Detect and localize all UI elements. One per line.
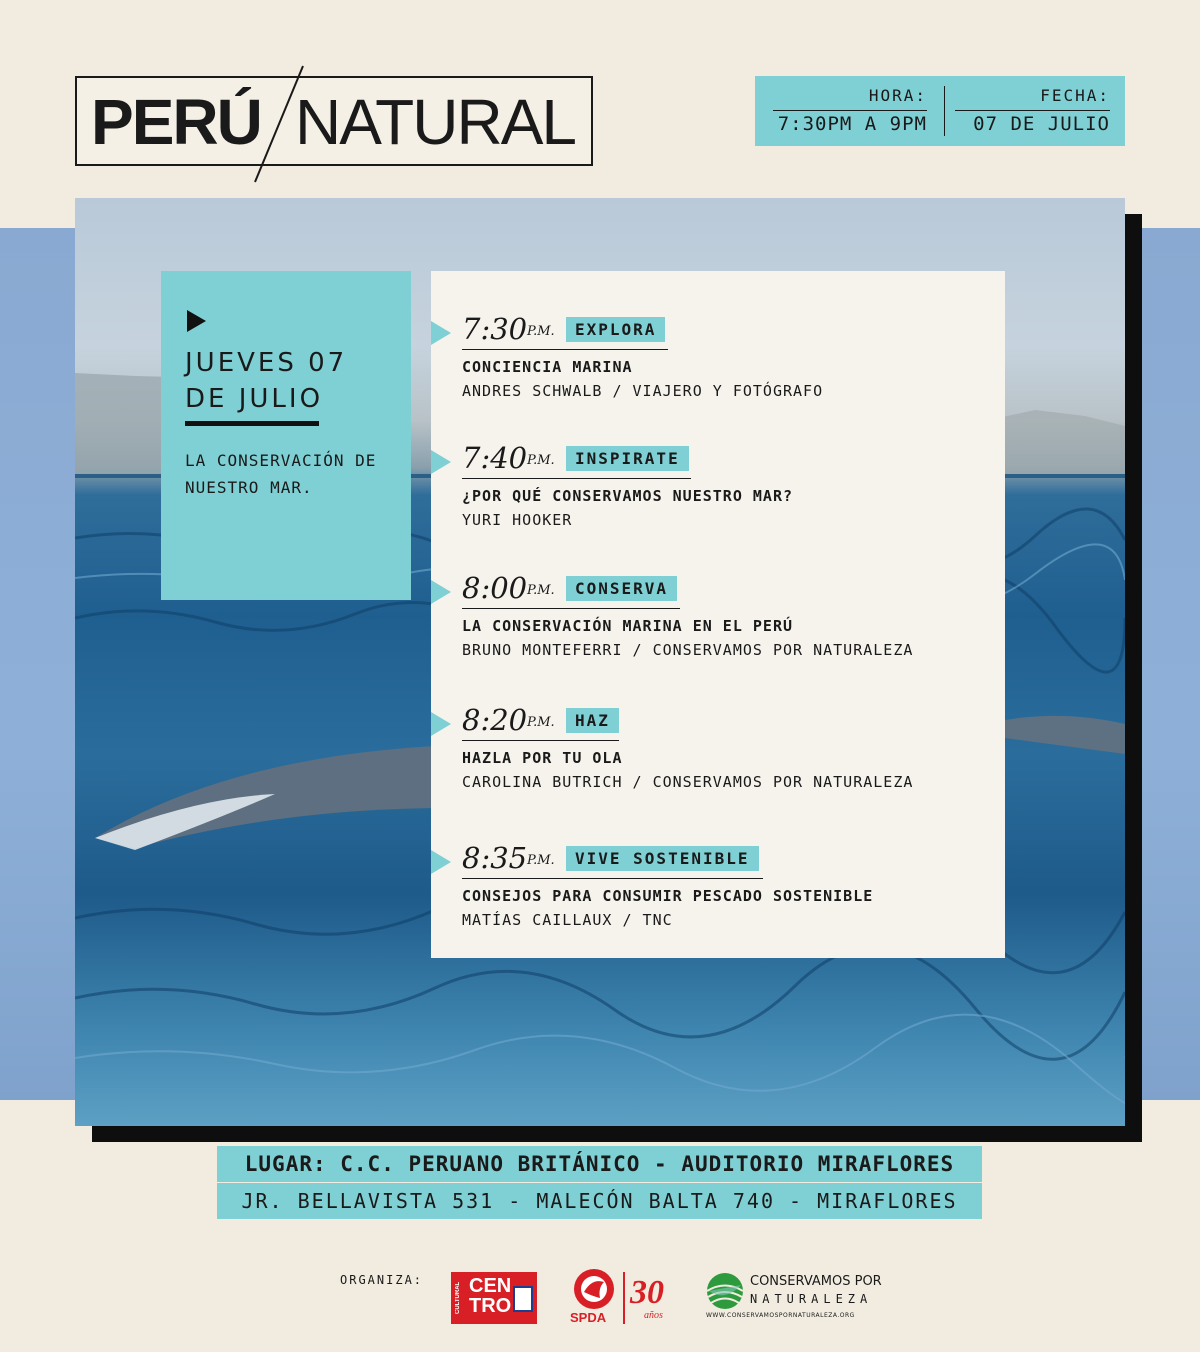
- schedule-underline: [462, 740, 619, 741]
- schedule-time: 8:20: [462, 703, 528, 737]
- venue-address: JR. BELLAVISTA 531 - MALECÓN BALTA 740 - MIRAFLORES: [217, 1183, 982, 1219]
- day-divider-bar: [185, 421, 319, 426]
- conservamos-por-naturaleza-logo: [706, 1270, 882, 1326]
- fecha-value: 07 DE JULIO: [973, 113, 1110, 135]
- schedule-speaker: YURI HOOKER: [462, 511, 573, 529]
- fecha-underline: [955, 110, 1110, 111]
- logo-word-natural: NATURAL: [295, 86, 575, 158]
- centro-cultural-vertical-text: CULTURAL: [455, 1281, 461, 1315]
- schedule-tag: EXPLORA: [566, 317, 665, 342]
- schedule-underline: [462, 478, 691, 479]
- schedule-time: 8:00: [462, 571, 528, 605]
- fecha-column: [945, 76, 1110, 146]
- spda-years-word: años: [644, 1310, 663, 1321]
- schedule-time: 8:35: [462, 841, 528, 875]
- schedule-speaker: BRUNO MONTEFERRI / CONSERVAMOS POR NATURALEZA: [462, 641, 914, 659]
- schedule-title: LA CONSERVACIÓN MARINA EN EL PERÚ: [462, 617, 794, 635]
- schedule-speaker: CAROLINA BUTRICH / CONSERVAMOS POR NATURALEZA: [462, 773, 914, 791]
- logo-slash: [77, 64, 595, 184]
- arrow-icon: [431, 321, 451, 345]
- hora-value: 7:30PM A 9PM: [777, 113, 927, 135]
- schedule-pm: P.M.: [527, 853, 555, 868]
- fecha-label: FECHA:: [1040, 86, 1110, 105]
- schedule-time: 7:30: [462, 312, 528, 346]
- day-title: JUEVES 07 DE JULIO: [185, 348, 348, 414]
- schedule-underline: [462, 608, 680, 609]
- cpn-globe-icon: [706, 1272, 746, 1312]
- cpn-line1: CONSERVAMOS POR: [750, 1274, 882, 1289]
- schedule-panel: [431, 271, 1005, 958]
- spda-logo: [568, 1268, 683, 1328]
- schedule-title: ¿POR QUÉ CONSERVAMOS NUESTRO MAR?: [462, 487, 794, 505]
- organizers-label: ORGANIZA:: [340, 1273, 424, 1287]
- cpn-url: WWW.CONSERVAMOSPORNATURALEZA.ORG: [706, 1312, 855, 1319]
- spda-30-years: 30: [630, 1274, 664, 1311]
- schedule-tag: CONSERVA: [566, 576, 677, 601]
- schedule-tag: HAZ: [566, 708, 619, 733]
- peru-natural-logo: [75, 76, 593, 166]
- schedule-speaker: ANDRES SCHWALB / VIAJERO Y FOTÓGRAFO: [462, 382, 824, 400]
- centro-cultural-logo: [451, 1272, 537, 1324]
- schedule-underline: [462, 878, 763, 879]
- spda-separator: [623, 1272, 625, 1324]
- hora-underline: [773, 110, 927, 111]
- schedule-underline: [462, 349, 668, 350]
- hora-column: [755, 76, 927, 146]
- spda-text: SPDA: [570, 1310, 607, 1325]
- arrow-icon: [431, 580, 451, 604]
- schedule-time: 7:40: [462, 441, 528, 475]
- spda-bird-icon: [570, 1268, 620, 1312]
- arrow-icon: [431, 712, 451, 736]
- centro-text: CEN TRO: [469, 1275, 512, 1317]
- british-crest-icon: [513, 1286, 533, 1312]
- schedule-title: CONSEJOS PARA CONSUMIR PESCADO SOSTENIBLE: [462, 887, 874, 905]
- schedule-pm: P.M.: [527, 715, 555, 730]
- schedule-pm: P.M.: [527, 453, 555, 468]
- play-icon: [187, 310, 206, 332]
- schedule-title: CONCIENCIA MARINA: [462, 358, 633, 376]
- schedule-pm: P.M.: [527, 324, 555, 339]
- day-subtitle: LA CONSERVACIÓN DE NUESTRO MAR.: [185, 451, 377, 497]
- schedule-speaker: MATÍAS CAILLAUX / TNC: [462, 911, 673, 929]
- logo-word-peru: PERÚ: [91, 86, 261, 158]
- cpn-line2: NATURALEZA: [750, 1292, 873, 1306]
- venue-name: LUGAR: C.C. PERUANO BRITÁNICO - AUDITORIO MIRAFLORES: [217, 1146, 982, 1182]
- day-info-box: [161, 271, 411, 600]
- schedule-tag: INSPIRATE: [566, 446, 689, 471]
- schedule-pm: P.M.: [527, 583, 555, 598]
- arrow-icon: [431, 850, 451, 874]
- arrow-icon: [431, 450, 451, 474]
- hora-label: HORA:: [868, 86, 927, 105]
- schedule-title: HAZLA POR TU OLA: [462, 749, 623, 767]
- time-date-box: [755, 76, 1125, 146]
- schedule-tag: VIVE SOSTENIBLE: [566, 846, 759, 871]
